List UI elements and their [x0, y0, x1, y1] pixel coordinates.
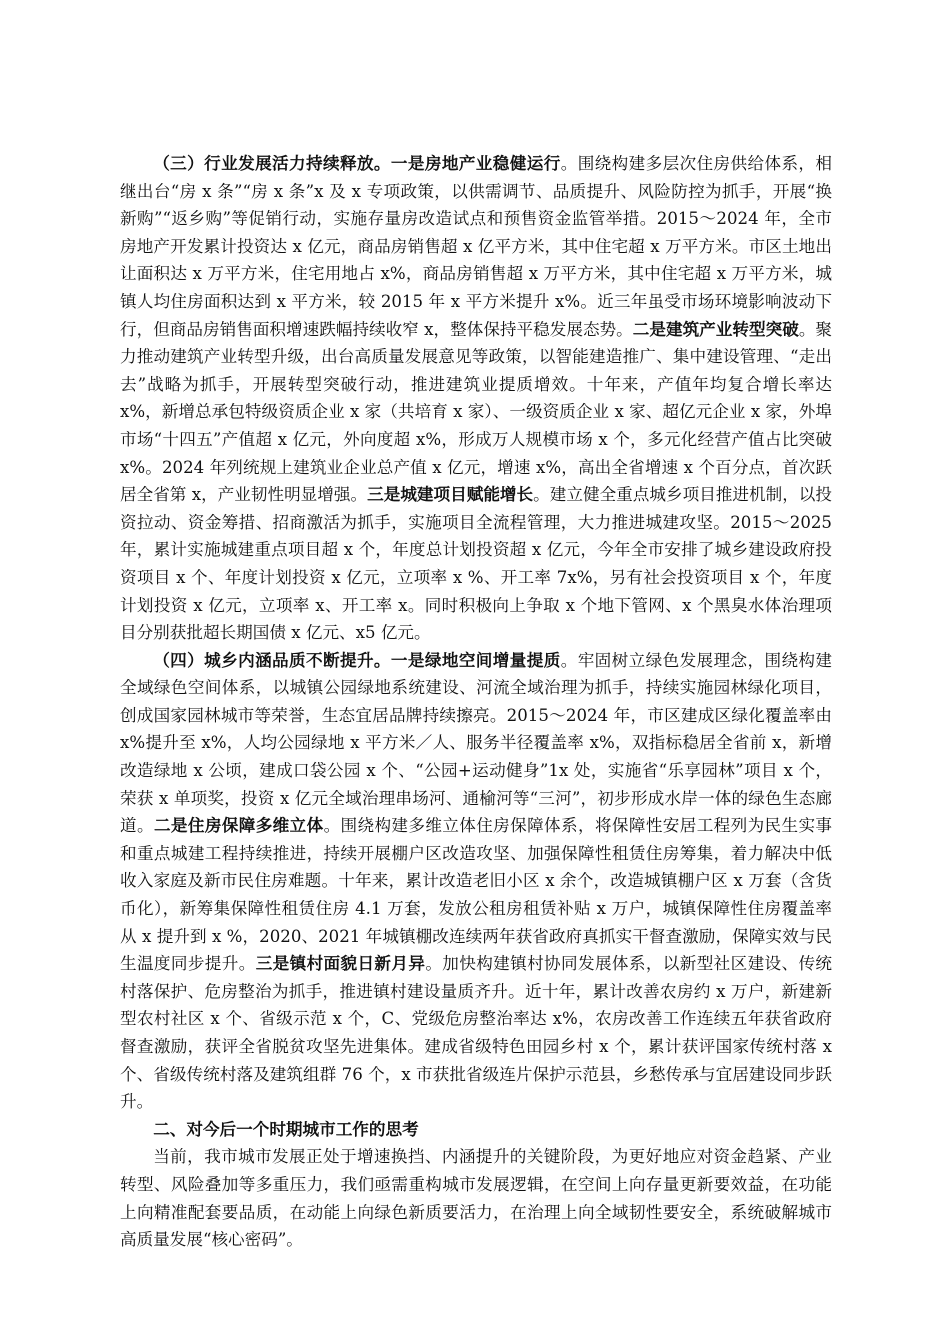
- section-4-point-3-title: 三是镇村面貌日新月异: [255, 953, 426, 974]
- section-4-text-3: 。加快构建镇村协同发展体系，以新型社区建设、传统村落保护、危房整治为抓手，推进镇村建设量质齐升。近十年，累计改善农房约 x 万户，新建新型农村社区 x 个、省级示范 x 个，C、党级危房整治率达 x%，农房改善工作连续五年获省政府督查激励，获评全省脱贫攻坚先进集体。建成省级特色田园乡村 x 个，累计获评国家传统村落 x 个、省级传统村落及建筑组群 76 个，x 市获批省级连片保护示范县，乡愁传承与宜居建设同步跃升。: [120, 954, 833, 1112]
- document-page: [120, 150, 832, 1254]
- section-two-body: 当前，我市城市发展正处于增速换挡、内涵提升的关键阶段，为更好地应对资金趋紧、产业转型、风险叠加等多重压力，我们亟需重构城市发展逻辑，在空间上向存量更新要效益，在功能上向精准配套要品质，在动能上向绿色新质要活力，在治理上向全域韧性要安全，系统破解城市高质量发展“核心密码”。: [120, 1147, 832, 1250]
- section-4-text-2: 。围绕构建多维立体住房保障体系，将保障性安居工程列为民生实事和重点城建工程持续推进，持续开展棚户区改造攻坚、加强保障性租赁住房筹集，着力解决中低收入家庭及新市民住房难题。十年来，累计改造老旧小区 x 余个，改造城镇棚户区 x 万套（含货币化），新筹集保障性租赁住房 4.1 万套，发放公租房租赁补贴 x 万户，城镇保障性住房覆盖率从 x 提升到 x %，2020、2021 年城镇棚改连续两年获省政府真抓实干督查激励，保障实效与民生温度同步提升。: [120, 816, 833, 974]
- section-4-point-2-title: 二是住房保障多维立体: [153, 815, 324, 836]
- section-two-heading: 二、对今后一个时期城市工作的思考: [153, 1118, 419, 1139]
- section-3-text-3: 。建立健全重点城乡项目推进机制，以投资拉动、资金筹措、招商激活为抓手，实施项目全流程管理，大力推进城建攻坚。2015～2025 年，累计实施城建重点项目超 x 个，年度总计划投资超 x 亿元，今年全市安排了城乡建设政府投资项目 x 个、年度计划投资 x 亿元，立项率 x %、开工率 7x%，另有社会投资项目 x 个，年度计划投资 x 亿元，立项率 x、开工率 x。同时积极向上争取 x 个地下管网、x 个黑臭水体治理项目分别获批超长期国债 x 亿元、x5 亿元。: [120, 485, 833, 643]
- section-3-lead: （三）行业发展活力持续释放。一是房地产业稳健运行: [153, 153, 561, 173]
- section-3-point-2-title: 二是建筑产业转型突破: [632, 318, 799, 339]
- paragraph-section-4: [120, 647, 832, 1116]
- section-3-point-3-title: 三是城建项目赋能增长: [367, 484, 534, 505]
- section-4-text-1: 。牢固树立绿色发展理念，围绕构建全域绿色空间体系，以城镇公园绿地系统建设、河流全域治理为抓手，持续实施园林绿化项目，创成国家园林城市等荣誉，生态宜居品牌持续擦亮。2015～2024 年，市区建成区绿化覆盖率由 x%提升至 x%，人均公园绿地 x 平方米／人、服务半径覆盖率 x%，双指标稳居全省前 x，新增改造绿地 x 公顷，建成口袋公园 x 个、“公园+运动健身”1x 处，实施省“乐享园林”项目 x 个，荣获 x 单项奖，投资 x 亿元全域治理串场河、通榆河等“三河”，初步形成水岸一体的绿色生态廊道。: [120, 650, 833, 836]
- paragraph-section-3: [120, 150, 832, 647]
- section-3-text-1: 。围绕构建多层次住房供给体系，相继出台“房 x 条”“房 x 条”x 及 x 专项政策，以供需调节、品质提升、风险防控为抓手，开展“换新购”“返乡购”等促销行动，实施存量房改造试点和预售资金监管举措。2015～2024 年，全市房地产开发累计投资达 x 亿元，商品房销售超 x 亿平方米，其中住宅超 x 万平方米。市区土地出让面积达 x 万平方米，住宅用地占 x%，商品房销售超 x 万平方米，其中住宅超 x 万平方米，城镇人均住房面积达到 x 平方米，较 2015 年 x 平方米提升 x%。近三年虽受市场环境影响波动下行，但商品房销售面积增速跌幅持续收窄 x，整体保持平稳发展态势。: [120, 154, 833, 339]
- section-4-lead: （四）城乡内涵品质不断提升。一是绿地空间增量提质: [153, 649, 561, 670]
- section-3-text-2: 。聚力推动建筑产业转型升级，出台高质量发展意见等政策，以智能建造推广、集中建设管理、“走出去”战略为抓手，开展转型突破行动，推进建筑业提质增效。十年来，产值年均复合增长率达 x%，新增总承包特级资质企业 x 家（共培育 x 家）、一级资质企业 x 家、超亿元企业 x 家，外埠市场“十四五”产值超 x 亿元，外向度超 x%，形成万人规模市场 x 个，多元化经营产值占比突破 x%。2024 年列统规上建筑业企业总产值 x 亿元，增速 x%，高出全省增速 x 个百分点，首次跃居全省第 x，产业韧性明显增强。: [120, 319, 833, 505]
